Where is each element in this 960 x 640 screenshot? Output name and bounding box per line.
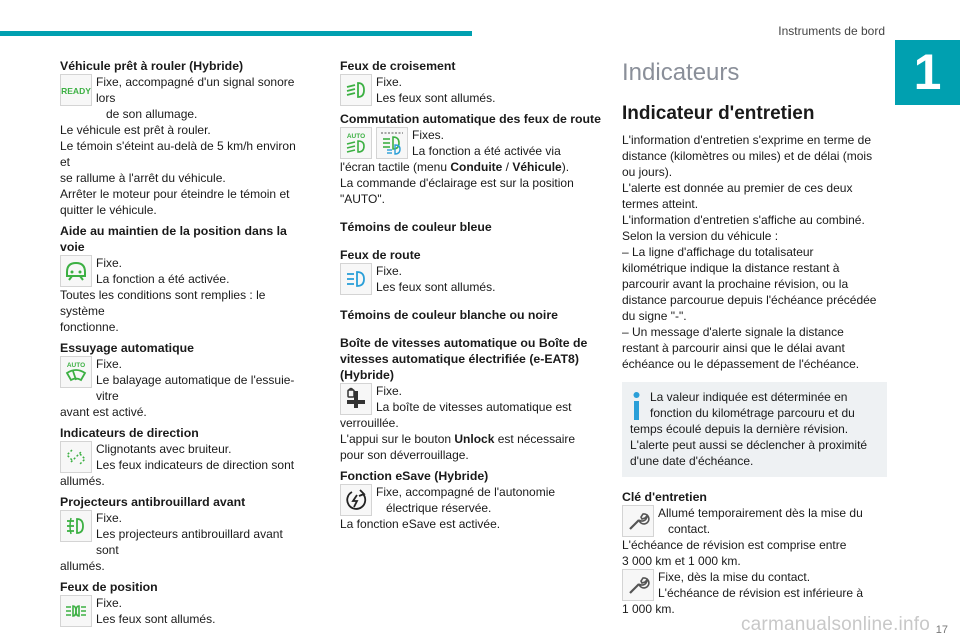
text-span: est nécessaire [494,432,576,446]
text-span: l'écran tactile (menu [340,160,451,174]
heading-direction-indicators: Indicateurs de direction [60,426,199,440]
text-line: allumés. [60,559,105,573]
info-note [622,382,887,477]
text-line: Fixe. [376,264,403,278]
text-line: allumés. [60,474,105,488]
text-line: Fixe. [96,511,123,525]
text-line: restant à parcourir ainsi que le délai avant [622,341,845,355]
auto-dipped-beam-icon [340,127,372,159]
text-line: L'information d'entretien s'affiche au combiné. [622,213,865,227]
text-line: Les projecteurs antibrouillard avant sont [96,527,283,557]
text-line: temps écoulé depuis la dernière révision. [630,422,849,436]
info-icon [632,391,641,421]
text-line: contact. [668,522,711,536]
text-line: Fixe, accompagné d'un signal sonore lors [96,75,295,105]
text-line: L'échéance de révision est inférieure à [658,586,864,600]
text-line: La valeur indiquée est déterminée en [650,390,848,404]
text-line: 1 000 km. [622,602,675,616]
text-line: ou jours). [622,165,673,179]
gearbox-lock-icon [340,383,372,415]
text-line: Les feux sont allumés. [376,91,496,105]
auto-wiper-icon [60,356,92,388]
text-line: se rallume à l'arrêt du véhicule. [60,171,226,185]
heading-dipped-beam: Feux de croisement [340,59,456,73]
indicators-title: Indicateurs [622,59,740,86]
heading-front-foglamps: Projecteurs antibrouillard avant [60,495,246,509]
text-line: L'information d'entretien s'exprime en terme de [622,133,871,147]
wrench-icon [622,569,654,601]
text-line: distance parcourue depuis l'échéance précédée [622,293,877,307]
sidelamp-icon [60,595,92,627]
text-line: Fixes. [412,128,445,142]
chapter-number: 1 [913,44,942,100]
heading-auto-main-beam: Commutation automatique des feux de route [340,112,601,126]
text-line: L'alerte est donnée au premier de ces deux [622,181,853,195]
text-line: verrouillée. [340,416,399,430]
text-line: du signe "-". [622,309,687,323]
text-line: parcourir avant la prochaine révision, ou la [622,277,849,291]
page-number: 17 [935,624,948,636]
text-line: Fixe. [96,256,123,270]
text-line: Le témoin s'éteint au-delà de 5 km/h environ et [60,139,296,169]
text-line: La fonction eSave est activée. [340,517,501,531]
heading-esave: Fonction eSave (Hybride) [340,469,489,483]
text-span: / [502,160,513,174]
text-line: Fixe. [96,596,123,610]
text-line: Les feux sont allumés. [96,612,216,626]
heading-ready: Véhicule prêt à rouler (Hybride) [60,59,244,73]
menu-name-conduite: Conduite [450,160,503,174]
svg-text:READY: READY [61,86,91,96]
text-line: Fixe. [96,357,123,371]
menu-name-vehicule: Véhicule [512,160,562,174]
text-line: Fixe. [376,384,403,398]
text-line: Les feux indicateurs de direction sont [96,458,295,472]
text-line: Clignotants avec bruiteur. [96,442,232,456]
text-line: distance (kilomètres ou miles) et de délai (mois [622,149,873,163]
front-foglamp-icon [60,510,92,542]
text-line: fonctionne. [60,320,119,334]
ready-icon [60,74,92,106]
text-line: La commande d'éclairage est sur la position [340,176,574,190]
text-line: Arrêter le moteur pour éteindre le témoin et [60,187,290,201]
text-line: quitter le véhicule. [60,203,157,217]
text-line: "AUTO". [340,192,385,206]
dipped-beam-icon [340,74,372,106]
text-line: – La ligne d'affichage du totalisateur [622,245,814,259]
column-2 [340,58,605,532]
heading-blue-warnings: Témoins de couleur bleue [340,220,492,234]
text-line: La fonction a été activée via [412,144,561,158]
text-line [340,159,605,175]
main-beam-icon [340,263,372,295]
text-line: – Un message d'alerte signale la distance [622,325,844,339]
text-line: La fonction a été activée. [96,272,230,286]
text-line: échéance ou le dépassement de l'échéance. [622,357,860,371]
column-3 [622,58,887,617]
text-line: d'une date d'échéance. [630,454,754,468]
text-line: 3 000 km et 1 000 km. [622,554,741,568]
text-line [340,431,605,447]
heading-lane-keeping: Aide au maintien de la position dans la voie [60,224,287,254]
text-line: Fixe. [376,75,403,89]
text-line: L'échéance de révision est comprise entre [622,538,847,552]
text-line: La boîte de vitesses automatique est [376,400,572,414]
text-line: avant est activé. [60,405,147,419]
heading-white-warnings: Témoins de couleur blanche ou noire [340,308,558,322]
heading-sidelamps: Feux de position [60,580,158,594]
text-line: Allumé temporairement dès la mise du [658,506,863,520]
text-line: électrique réservée. [386,501,492,515]
text-line: termes atteint. [622,197,699,211]
column-1 [60,58,300,627]
text-line: Le véhicule est prêt à rouler. [60,123,211,137]
text-line: de son allumage. [106,107,198,121]
text-line: Fixe, dès la mise du contact. [658,570,811,584]
heading-main-beam: Feux de route [340,248,421,262]
turn-signal-icon [60,441,92,473]
text-line: Fixe, accompagné de l'autonomie [376,485,556,499]
heading-auto-wipe: Essuyage automatique [60,341,194,355]
svg-text:AUTO: AUTO [346,133,366,140]
text-line: Les feux sont allumés. [376,280,496,294]
svg-text:AUTO: AUTO [66,362,86,369]
text-line: Le balayage automatique de l'essuie-vitre [96,373,295,403]
text-line: Toutes les conditions sont remplies : le système [60,288,266,318]
esave-icon [340,484,372,516]
service-indicator-title: Indicateur d'entretien [622,103,815,124]
unlock-button-label: Unlock [454,432,495,446]
text-line: Selon la version du véhicule : [622,229,779,243]
heading-gearbox: Boîte de vitesses automatique ou Boîte de vitesses automatique électrifiée (e-EAT8) (Hybride) [340,336,588,382]
text-line: kilométrique indique la distance restant à [622,261,840,275]
wrench-icon [622,505,654,537]
text-line: L'alerte peut aussi se déclencher à proximité [630,438,868,452]
header-accent-bar [0,31,472,36]
text-span: L'appui sur le bouton [340,432,455,446]
section-title: Instruments de bord [778,24,885,38]
text-line: fonction du kilométrage parcouru et du [650,406,855,420]
watermark: carmanualsonline.info [740,614,930,635]
text-span: ). [561,160,570,174]
heading-service-key: Clé d'entretien [622,490,707,504]
text-line: pour son déverrouillage. [340,448,469,462]
lane-keeping-icon [60,255,92,287]
auto-main-beam-icon [376,127,408,159]
chapter-tab [895,40,960,105]
